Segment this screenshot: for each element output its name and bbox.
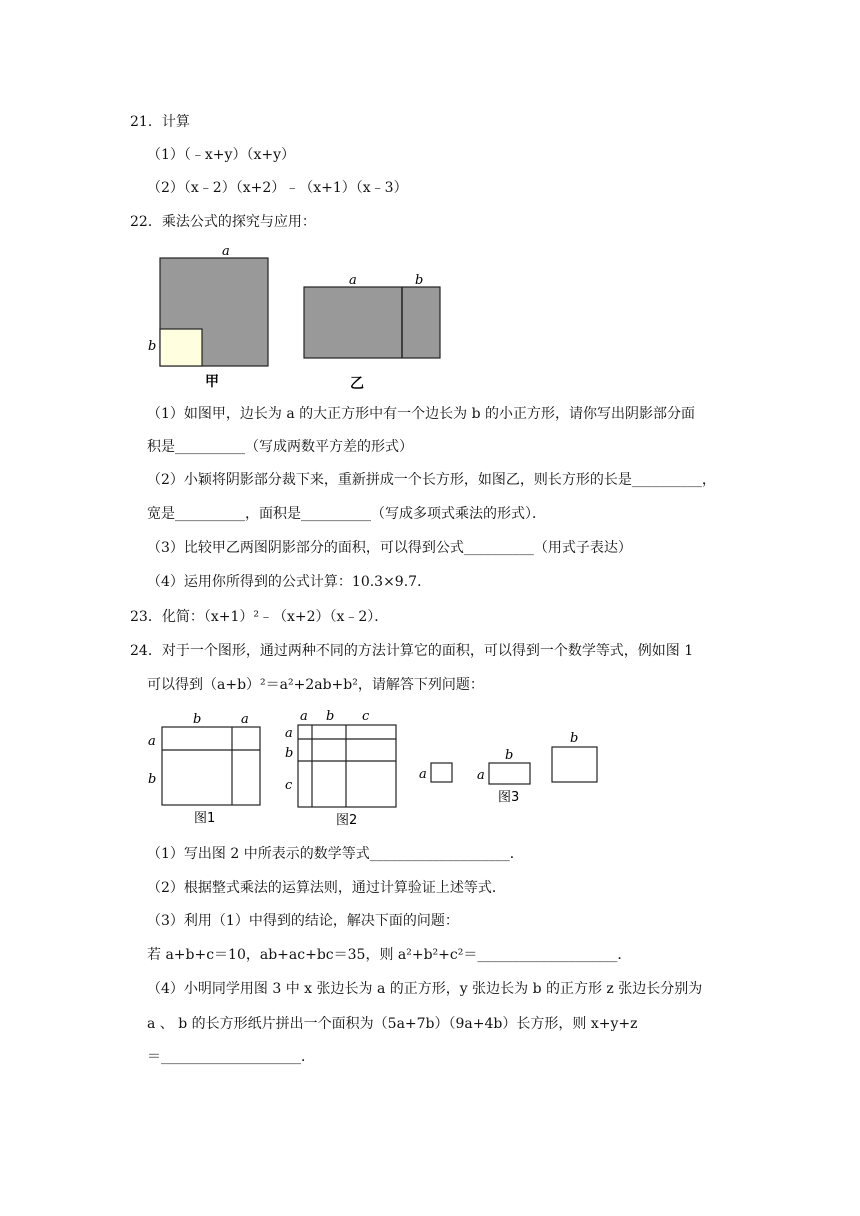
q23-text: 23．化简：（x+1）²﹣（x+2）（x﹣2）． — [130, 609, 389, 625]
fig3-square-b — [552, 747, 597, 782]
label-a-yi: a — [349, 273, 357, 288]
q24-part1: （1）写出图 2 中所表示的数学等式____________________． — [147, 846, 524, 862]
fig3-rect-ab — [489, 763, 530, 784]
fig1-caption: 图1 — [194, 811, 216, 826]
fig2-outer — [298, 725, 396, 807]
fig3-label-b-square: b — [570, 731, 579, 746]
fig3-caption: 图3 — [498, 790, 520, 805]
label-a-jia: a — [222, 244, 230, 259]
fig2-label-c-left: c — [285, 778, 293, 793]
fig2-label-a-top: a — [300, 709, 308, 724]
figure-3 — [419, 731, 597, 805]
q24-part4a: （4）小明同学用图 3 中 x 张边长为 a 的正方形，y 张边长为 b 的正方形 z 张边长分别为 — [147, 981, 703, 997]
fig3-label-a-square: a — [419, 767, 427, 782]
q21-title: 21．计算 — [130, 114, 190, 130]
q22-part4: （4）运用你所得到的公式计算：10.3×9.7． — [147, 574, 432, 590]
fig1-label-a-top: a — [241, 712, 249, 727]
figure-yi — [304, 273, 440, 392]
fig2-label-a-left: a — [285, 726, 293, 741]
fig1-label-a-left: a — [148, 734, 156, 749]
q24-line1: 24．对于一个图形，通过两种不同的方法计算它的面积，可以得到一个数学等式，例如图 1 — [130, 643, 694, 659]
figure-jia — [148, 244, 268, 390]
fig1-label-b-left: b — [148, 772, 157, 787]
figure-1 — [148, 712, 260, 826]
q22-part3: （3）比较甲乙两图阴影部分的面积，可以得到公式__________（用式子表达） — [147, 540, 632, 556]
label-b-jia: b — [148, 339, 157, 354]
q21-part1: （1）（﹣x+y）（x+y） — [147, 147, 295, 163]
fig2-caption: 图2 — [336, 813, 358, 828]
fig3-label-b-rect: b — [505, 748, 514, 763]
q22-part1b: 积是__________（写成两数平方差的形式） — [147, 439, 413, 455]
fig3-square-a — [431, 763, 452, 782]
fig2-label-b-left: b — [285, 746, 294, 761]
rect-yi — [304, 287, 440, 358]
q21-part2: （2）（x﹣2）（x+2）﹣（x+1）（x﹣3） — [147, 180, 408, 196]
label-b-yi: b — [415, 273, 424, 288]
q24-part4b: a 、 b 的长方形纸片拼出一个面积为（5a+7b）（9a+4b）长方形，则 x+y+z — [147, 1016, 638, 1032]
fig2-label-c-top: c — [362, 709, 370, 724]
q24-part2: （2）根据整式乘法的运算法则，通过计算验证上述等式． — [147, 880, 506, 896]
q22-figure — [140, 240, 460, 395]
q24-figures — [140, 705, 610, 830]
q24-part3: （3）利用（1）中得到的结论，解决下面的问题： — [147, 913, 459, 929]
caption-jia: 甲 — [205, 374, 219, 390]
fig3-label-a-rect: a — [477, 768, 485, 783]
caption-yi: 乙 — [350, 376, 364, 392]
small-square-jia — [160, 329, 202, 366]
q22-part1a: （1）如图甲，边长为 a 的大正方形中有一个边长为 b 的小正方形，请你写出阴影部分面 — [147, 406, 696, 422]
fig1-label-b-top: b — [193, 712, 202, 727]
q22-part2a: （2）小颖将阴影部分裁下来，重新拼成一个长方形，如图乙，则长方形的长是__________， — [147, 472, 716, 488]
q22-title: 22．乘法公式的探究与应用： — [130, 214, 316, 230]
q24-line2: 可以得到（a+b）²＝a²+2ab+b²，请解答下列问题： — [147, 677, 484, 693]
figure-2 — [285, 709, 396, 828]
q24-part4c: ＝____________________． — [147, 1049, 315, 1065]
q24-part3b: 若 a+b+c＝10，ab+ac+bc＝35，则 a²+b²+c²＝____________________． — [147, 947, 632, 963]
fig1-outer — [162, 727, 260, 805]
q22-part2b: 宽是__________，面积是__________（写成多项式乘法的形式）． — [147, 506, 546, 522]
fig2-label-b-top: b — [326, 709, 335, 724]
